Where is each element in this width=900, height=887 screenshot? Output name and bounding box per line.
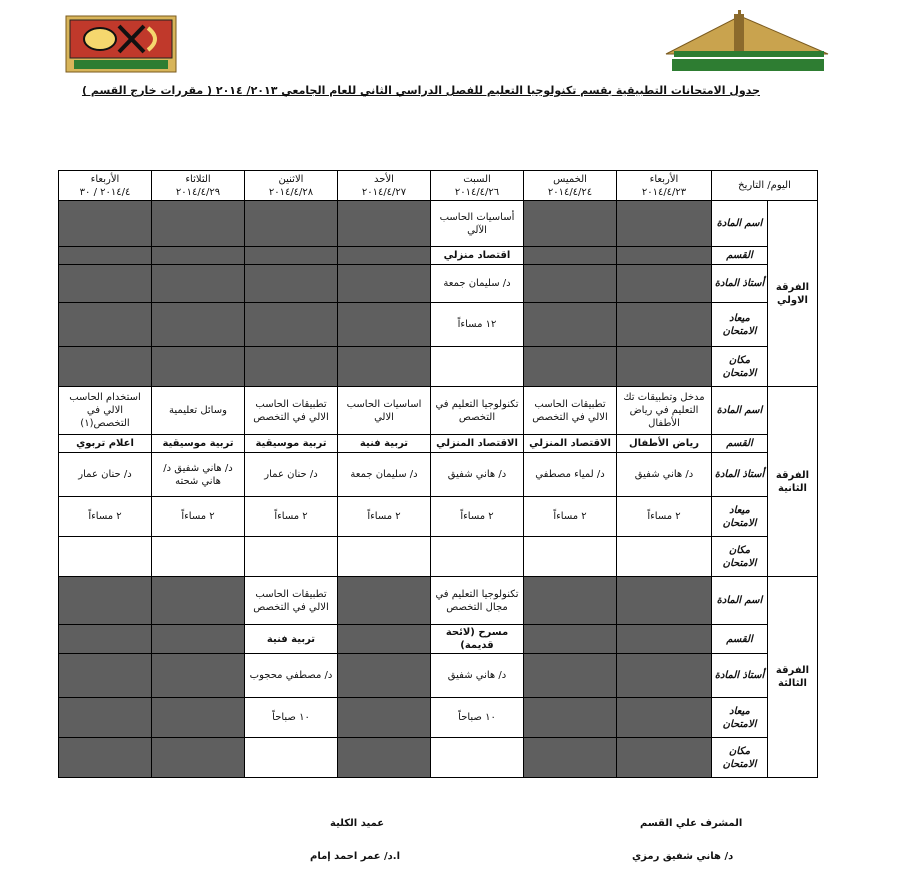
schedule-cell <box>338 698 431 738</box>
schedule-cell: د/ هاني شفيق د/ هاني شحته <box>152 453 245 497</box>
schedule-cell: د/ مصطفي محجوب <box>245 654 338 698</box>
schedule-cell: ٢ مساءاً <box>524 497 617 537</box>
row-label: اسم المادة <box>712 201 768 247</box>
schedule-cell <box>617 738 712 778</box>
schedule-cell: د/ هاني شفيق <box>431 453 524 497</box>
university-logo <box>664 10 830 74</box>
schedule-cell <box>524 537 617 577</box>
row-label: اسم المادة <box>712 577 768 625</box>
table-row <box>59 738 818 778</box>
schedule-cell: ١٢ مساءاً <box>431 303 524 347</box>
schedule-cell: ١٠ صباحاً <box>431 698 524 738</box>
schedule-cell <box>59 625 152 654</box>
schedule-cell <box>524 303 617 347</box>
row-label: القسم <box>712 435 768 453</box>
group-label: الفرقة الاولي <box>768 201 818 387</box>
row-label: ميعاد الامتحان <box>712 497 768 537</box>
day-name: السبت <box>463 173 491 185</box>
row-label: القسم <box>712 625 768 654</box>
schedule-cell <box>152 738 245 778</box>
schedule-cell: الاقتصاد المنزلي <box>524 435 617 453</box>
row-label: اسم المادة <box>712 387 768 435</box>
row-label: أستاذ المادة <box>712 654 768 698</box>
schedule-cell <box>338 347 431 387</box>
schedule-cell: وسائل تعليمية <box>152 387 245 435</box>
schedule-cell <box>524 247 617 265</box>
row-label: ميعاد الامتحان <box>712 698 768 738</box>
schedule-cell <box>152 625 245 654</box>
header-row <box>59 171 818 201</box>
schedule-cell <box>338 577 431 625</box>
schedule-cell <box>245 738 338 778</box>
schedule-cell <box>59 347 152 387</box>
schedule-cell <box>245 265 338 303</box>
table-row <box>59 497 818 537</box>
schedule-cell <box>617 537 712 577</box>
schedule-cell: ٢ مساءاً <box>245 497 338 537</box>
day-header <box>152 171 245 201</box>
table-row <box>59 201 818 247</box>
day-date: ٢٠١٤/٤/٢٤ <box>547 186 593 198</box>
schedule-cell: ٢ مساءاً <box>152 497 245 537</box>
schedule-cell <box>524 201 617 247</box>
schedule-cell <box>617 201 712 247</box>
day-name: الخميس <box>553 173 587 185</box>
day-name: الأربعاء <box>90 173 120 185</box>
schedule-cell <box>338 738 431 778</box>
day-header <box>59 171 152 201</box>
schedule-cell <box>338 537 431 577</box>
schedule-cell <box>59 537 152 577</box>
schedule-cell: تكنولوجيا التعليم في التخصص <box>431 387 524 435</box>
exam-schedule-table <box>58 170 818 778</box>
page-title: جدول الامتحانات التطبيقية بقسم تكنولوجيا التعليم للفصل الدراسي الثاني للعام الجامعي ٢٠١٣/ ٢٠١٤ ( مقررات خارج القسم ) <box>81 84 760 97</box>
schedule-cell <box>524 625 617 654</box>
schedule-cell <box>524 654 617 698</box>
schedule-cell <box>152 347 245 387</box>
schedule-cell <box>245 303 338 347</box>
schedule-cell: د/ حنان عمار <box>59 453 152 497</box>
day-name: الأربعاء <box>649 173 679 185</box>
day-date: ٢٠١٤/٤/٢٨ <box>268 186 314 198</box>
schedule-cell: د/ لمياء مصطفي <box>524 453 617 497</box>
day-date: ٢٠١٤/٤/٢٣ <box>641 186 687 198</box>
dean-title: عميد الكلية <box>330 818 385 829</box>
table-row <box>59 265 818 303</box>
schedule-cell <box>59 738 152 778</box>
schedule-cell <box>338 201 431 247</box>
schedule-cell <box>617 347 712 387</box>
schedule-cell: اقتصاد منزلي <box>431 247 524 265</box>
schedule-cell: د/ حنان عمار <box>245 453 338 497</box>
schedule-cell: اعلام تربوي <box>59 435 152 453</box>
schedule-cell <box>431 537 524 577</box>
table-row <box>59 387 818 435</box>
row-label: أستاذ المادة <box>712 265 768 303</box>
schedule-cell <box>152 654 245 698</box>
table-row <box>59 537 818 577</box>
schedule-cell: تكنولوجيا التعليم في مجال التخصص <box>431 577 524 625</box>
schedule-cell <box>245 201 338 247</box>
schedule-cell <box>431 738 524 778</box>
schedule-cell <box>152 201 245 247</box>
schedule-cell: د/ سليمان جمعة <box>338 453 431 497</box>
row-label: مكان الامتحان <box>712 537 768 577</box>
schedule-cell <box>617 577 712 625</box>
schedule-cell: تربية فنية <box>338 435 431 453</box>
table-row <box>59 698 818 738</box>
schedule-cell <box>338 654 431 698</box>
schedule-cell: الاقتصاد المنزلي <box>431 435 524 453</box>
schedule-cell: ٢ مساءاً <box>59 497 152 537</box>
schedule-cell: د/ هاني شفيق <box>431 654 524 698</box>
day-header <box>617 171 712 201</box>
supervisor-name: د/ هاني شفيق رمزي <box>632 851 734 862</box>
schedule-cell: اساسيات الحاسب الالي <box>338 387 431 435</box>
schedule-cell: ٢ مساءاً <box>338 497 431 537</box>
schedule-cell: رياض الأطفال <box>617 435 712 453</box>
schedule-cell <box>617 698 712 738</box>
schedule-cell: تطبيقات الحاسب الالي في التخصص <box>245 577 338 625</box>
schedule-cell <box>152 698 245 738</box>
corner-header: اليوم/ التاريخ <box>712 171 818 201</box>
schedule-cell <box>617 654 712 698</box>
table-row <box>59 625 818 654</box>
schedule-cell <box>59 265 152 303</box>
schedule-cell: ٢ مساءاً <box>617 497 712 537</box>
row-label: مكان الامتحان <box>712 738 768 778</box>
day-date: ٢٠١٤/٤ / ٣٠ <box>79 186 131 198</box>
schedule-cell <box>59 303 152 347</box>
row-label: أستاذ المادة <box>712 453 768 497</box>
schedule-cell <box>524 265 617 303</box>
schedule-cell <box>59 577 152 625</box>
schedule-cell <box>338 303 431 347</box>
schedule-cell <box>617 247 712 265</box>
day-header <box>338 171 431 201</box>
schedule-cell <box>245 537 338 577</box>
table-row <box>59 654 818 698</box>
table-row <box>59 577 818 625</box>
day-date: ٢٠١٤/٤/٢٧ <box>361 186 407 198</box>
day-header <box>245 171 338 201</box>
schedule-cell: ٢ مساءاً <box>431 497 524 537</box>
row-label: ميعاد الامتحان <box>712 303 768 347</box>
schedule-cell <box>59 698 152 738</box>
supervisor-title: المشرف علي القسم <box>640 818 743 829</box>
schedule-cell <box>152 303 245 347</box>
schedule-cell: مسرح (لائحة قديمة) <box>431 625 524 654</box>
schedule-cell <box>524 738 617 778</box>
schedule-cell <box>152 265 245 303</box>
schedule-cell <box>59 201 152 247</box>
schedule-cell <box>59 654 152 698</box>
table-row <box>59 247 818 265</box>
table-row <box>59 303 818 347</box>
schedule-cell: تربية موسيقية <box>245 435 338 453</box>
schedule-cell <box>431 347 524 387</box>
table-row <box>59 347 818 387</box>
schedule-cell <box>524 698 617 738</box>
row-label: مكان الامتحان <box>712 347 768 387</box>
group-label: الفرقة الثالثة <box>768 577 818 778</box>
schedule-cell <box>617 625 712 654</box>
day-name: الاثنين <box>278 173 304 185</box>
table-row <box>59 435 818 453</box>
schedule-cell: د/ سليمان جمعة <box>431 265 524 303</box>
day-date: ٢٠١٤/٤/٢٦ <box>454 186 500 198</box>
schedule-cell <box>338 265 431 303</box>
dean-name: ا.د/ عمر احمد إمام <box>310 851 401 862</box>
schedule-cell <box>245 347 338 387</box>
schedule-cell <box>617 303 712 347</box>
day-name: الثلاثاء <box>185 173 211 185</box>
schedule-cell <box>524 347 617 387</box>
schedule-cell: ١٠ صباحاً <box>245 698 338 738</box>
schedule-cell: مدخل وتطبيقات تك التعليم في رياض الأطفال <box>617 387 712 435</box>
schedule-cell <box>152 247 245 265</box>
faculty-logo <box>64 14 178 74</box>
schedule-cell <box>59 247 152 265</box>
schedule-cell <box>338 625 431 654</box>
schedule-cell: تربية فنية <box>245 625 338 654</box>
schedule-cell <box>152 577 245 625</box>
row-label: القسم <box>712 247 768 265</box>
day-name: الأحد <box>374 173 394 185</box>
day-date: ٢٠١٤/٤/٢٩ <box>175 186 221 198</box>
schedule-cell <box>245 247 338 265</box>
group-label: الفرقة الثانية <box>768 387 818 577</box>
table-row <box>59 453 818 497</box>
schedule-cell <box>617 265 712 303</box>
schedule-cell <box>152 537 245 577</box>
schedule-cell <box>338 247 431 265</box>
schedule-cell: أساسيات الحاسب الآلي <box>431 201 524 247</box>
day-header <box>431 171 524 201</box>
schedule-cell: تربية موسيقية <box>152 435 245 453</box>
schedule-cell: د/ هاني شفيق <box>617 453 712 497</box>
schedule-cell: تطبيقات الحاسب الالي في التخصص <box>524 387 617 435</box>
schedule-cell <box>524 577 617 625</box>
day-header <box>524 171 617 201</box>
schedule-cell: استخدام الحاسب الالي في التخصص(١) <box>59 387 152 435</box>
schedule-cell: تطبيقات الحاسب الالي في التخصص <box>245 387 338 435</box>
